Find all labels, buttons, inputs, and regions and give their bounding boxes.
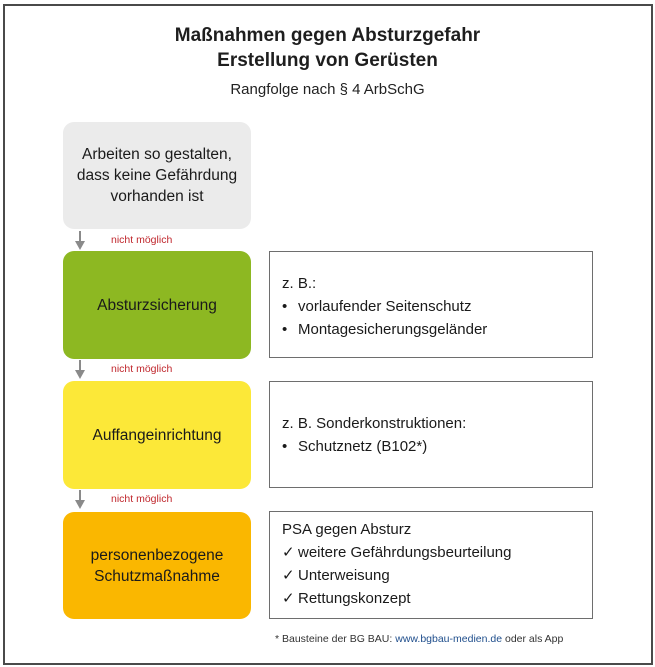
detail-heading: PSA gegen Absturz: [282, 521, 412, 538]
connector-label: nicht möglich: [111, 363, 173, 375]
step-box-fall-protection: [63, 251, 251, 359]
subtitle: Rangfolge nach § 4 ArbSchG: [230, 81, 425, 98]
list-item-text: Schutznetz (B102*): [298, 438, 428, 455]
list-item: [282, 435, 592, 458]
arrow-down-icon: [75, 231, 85, 251]
bullet-icon: •: [282, 298, 288, 315]
step-label: Absturzsicherung: [97, 296, 217, 314]
step-box-personal-protection: [63, 512, 251, 619]
detail-box-safety-net: [269, 381, 593, 488]
detail-heading: z. B. Sonderkonstruktionen:: [282, 415, 467, 432]
footnote-link[interactable]: www.bgbau-medien.de: [395, 633, 503, 645]
footnote-suffix: oder als App: [502, 633, 564, 645]
list-item: [282, 564, 592, 587]
check-icon: ✓: [282, 567, 295, 584]
footnote: [275, 633, 563, 645]
step-box-avoid-hazard: [63, 122, 251, 229]
step-label: Auffangeinrichtung: [92, 426, 222, 444]
list-item-text: Unterweisung: [298, 567, 390, 584]
list-item-text: Rettungskonzept: [298, 590, 411, 607]
list-item-text: Montagesicherungsgeländer: [298, 321, 488, 338]
list-item: [282, 587, 592, 610]
title-line-1: Maßnahmen gegen Absturzgefahr: [174, 25, 481, 46]
check-icon: ✓: [282, 590, 295, 607]
detail-box-personal-protection: [269, 511, 593, 619]
list-item-text: vorlaufender Seitenschutz: [298, 298, 472, 315]
step-box-safety-net: [63, 381, 251, 489]
footnote-prefix: * Bausteine der BG BAU:: [275, 633, 396, 645]
list-item: [282, 295, 592, 318]
detail-box-fall-protection: [269, 251, 593, 358]
list-item: [282, 541, 592, 564]
connector-label: nicht möglich: [111, 493, 173, 505]
connector-label: nicht möglich: [111, 234, 173, 246]
step-label: personenbezogene Schutzmaßnahme: [90, 546, 224, 585]
bullet-icon: •: [282, 321, 288, 338]
detail-heading: z. B.:: [282, 275, 317, 292]
bullet-icon: •: [282, 438, 288, 455]
step-label: Arbeiten so gestalten, dass keine Gefährdung vorhanden ist: [76, 146, 238, 205]
list-item: [282, 318, 592, 341]
title-line-2: Erstellung von Gerüsten: [217, 50, 438, 71]
arrow-down-icon: [75, 490, 85, 510]
arrow-down-icon: [75, 360, 85, 380]
list-item-text: weitere Gefährdungsbeurteilung: [298, 544, 512, 561]
check-icon: ✓: [282, 544, 295, 561]
